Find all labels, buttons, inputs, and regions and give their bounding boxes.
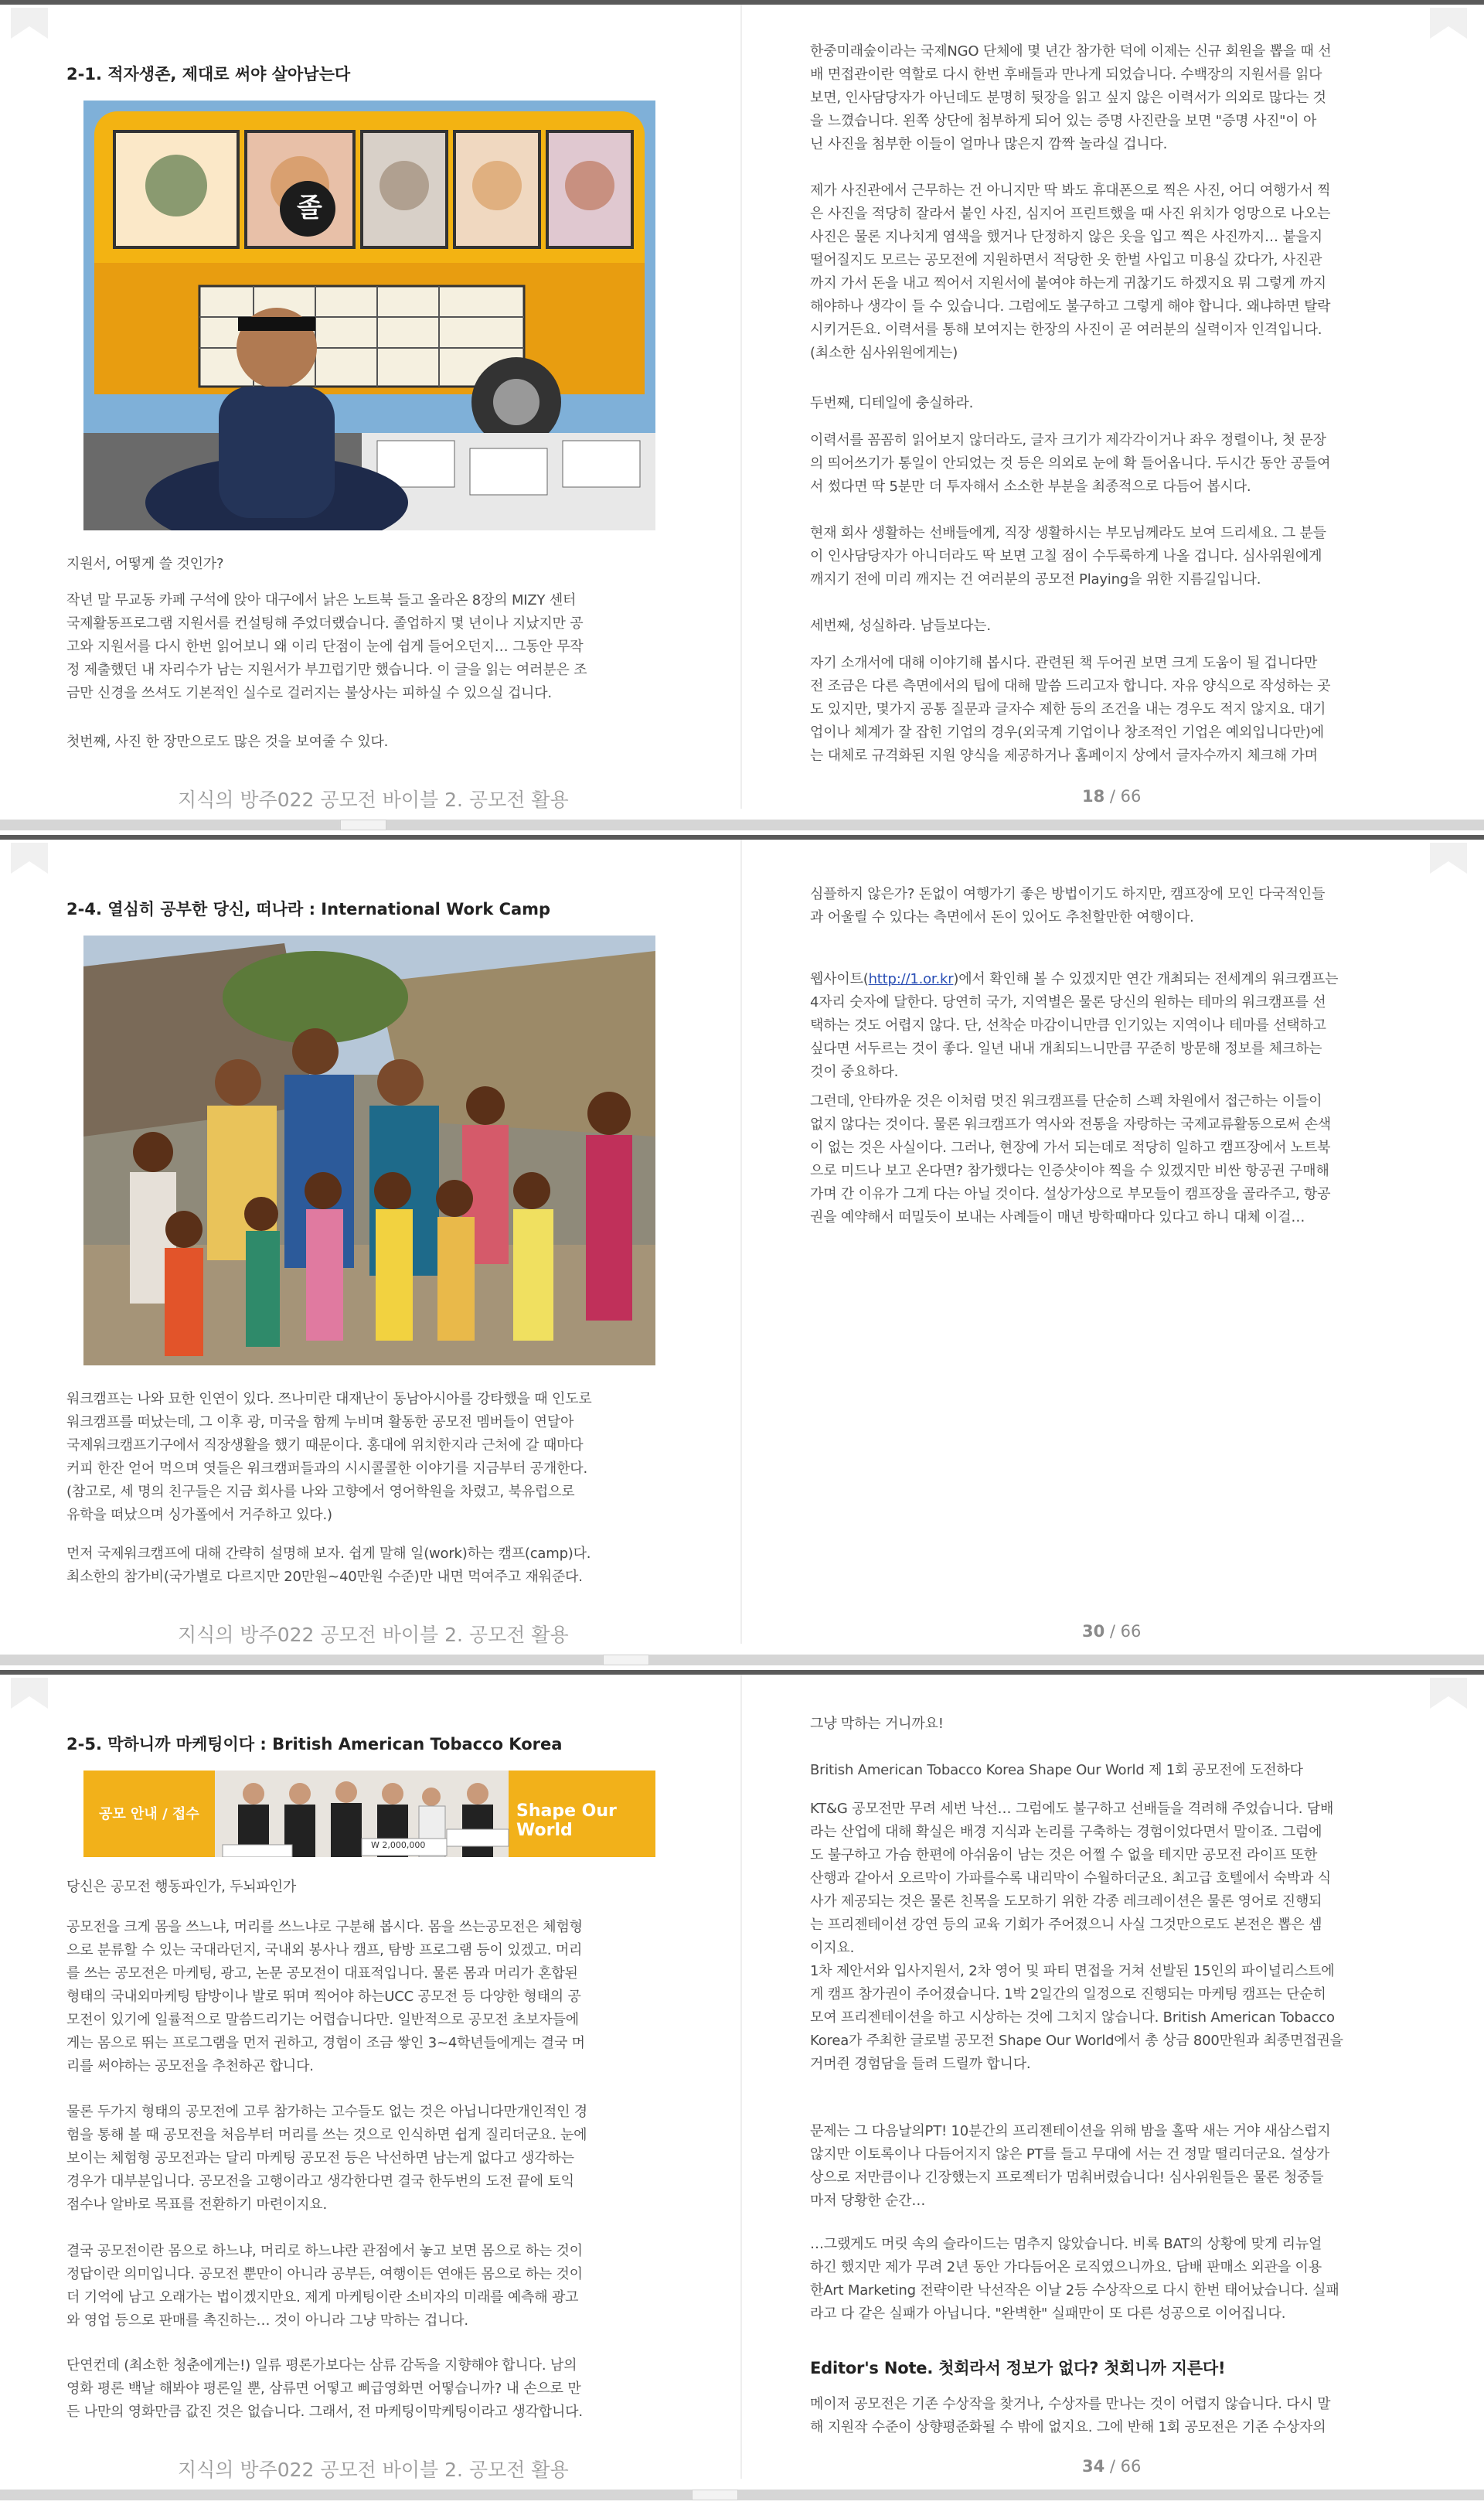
paragraph: KT&G 공모전만 무려 세번 낙선… 그럼에도 불구하고 선배들을 격려해 주었습니다. 담배 라는 산업에 대해 확실은 배경 지식과 논리를 구축하는 경험이었다면서 말이죠. 그럼에 도 불구하고 가슴 한편에 아쉬움이 남는 것은 어쩔 수 없을 테지만 공모전 라이프 또한 산행과 같아서 오르막이 가파를수록 내리막이 수월하더군요. 최고급 호텔에서 숙박과 식 사가 제공되는 것은 물론 친목을 도모하기 위한 각종 레크레이션은 물론 영어로 진행되 는 프리젠테이션 강연 등의 교육 기회가 주어졌으니 사실 그것만으로도 본전은 뽑은 셈 이지요. [810,1801,1334,1956]
paragraph: 첫번째, 사진 한 장만으로도 많은 것을 보여줄 수 있다. [66,734,389,750]
banner-title: Shape Our World [516,1801,617,1840]
paragraph: 한중미래숲이라는 국제NGO 단체에 몇 년간 참가한 덕에 이제는 신규 회원을 뽑을 때 선 배 면접관이란 역할로 다시 한번 후배들과 만나게 되었습니다. 수백장의 지원서를 읽다 보면, 인사담당자가 아닌데도 분명히 뒷장을 읽고 싶지 않은 이력서가 의외로 많다는 것 을 느꼈습니다. 왼쪽 상단에 첨부하게 되어 있는 증명 사진란을 보면 "증명 사진"이 아 닌 사진을 첨부한 이들이 얼마나 많은지 깜짝 놀라실 겁니다. [810,43,1332,152]
contest-banner [83,1771,655,1857]
paragraph: 심플하지 않은가? 돈없이 여행가기 좋은 방법이기도 하지만, 캠프장에 모인 다국적인들 과 어울릴 수 있다는 측면에서 돈이 있어도 추천할만한 여행이다. [810,886,1326,925]
paragraph: 당신은 공모전 행동파인가, 두뇌파인가 [66,1879,297,1895]
paragraph: 그런데, 안타까운 것은 이처럼 멋진 워크캠프를 단순히 스펙 차원에서 접근하는 이들이 없지 않다는 것이다. 물론 워크캠프가 역사와 전통을 자랑하는 국제교류활동으로써 손색 이 없는 것은 사실이다. 그러나, 현장에 가서 되는데로 적당히 일하고 캠프장에서 노트북 으로 미드나 보고 온다면? 참가했다는 인증샷이야 찍을 수 있겠지만 비싼 항공권 구매해 가며 간 이유가 그게 다는 아닐 것이다. 설상가상으로 부모들이 캠프장을 골라주고, 항공 권을 예약해서 떠밀듯이 보내는 사례들이 매년 방학때마다 있다고 하니 대체 이걸… [810,1093,1331,1225]
horizontal-scrollbar[interactable] [0,2490,1484,2500]
paragraph: …그랬게도 머릿 속의 슬라이드는 멈추지 않았습니다. 비록 BAT의 상황에 맞게 리뉴얼 하긴 했지만 제가 무려 2년 동안 가다듬어온 로직였으니까요. 담배 판매소 외관을 이용 한Art Marketing 전략이란 낙선작은 이날 2등 수상작으로 다시 한번 태어났습니다. 실패 라고 다 같은 실패가 아닙니다. "완벽한" 실패만이 또 다른 성공으로 이어집니다. [810,2236,1339,2322]
website-link[interactable]: http://1.or.kr [868,971,954,987]
paragraph: 세번째, 성실하라. 남들보다는. [810,618,991,634]
page-right [742,0,1484,812]
paragraph-with-link [810,945,1413,1084]
footer-book-title: 지식의 방주022 공모전 바이블 2. 공모전 활용 [178,2459,569,2481]
footer-book-title: 지식의 방주022 공모전 바이블 2. 공모전 활용 [178,1624,569,1646]
footer-book-title: 지식의 방주022 공모전 바이블 2. 공모전 활용 [178,789,569,811]
page-number [1082,1622,1141,1641]
banner-menu-label[interactable]: 공모 안내 / 접수 [99,1806,199,1822]
scrollbar-thumb[interactable] [692,2490,738,2500]
bus-booth-photo [83,101,655,530]
paragraph: 그냥 막하는 거니까요! [810,1716,944,1732]
paragraph: 지원서, 어떻게 쓸 것인가? [66,556,224,572]
paragraph: 메이저 공모전은 기존 수상작을 찾거나, 수상자를 만나는 것이 어렵지 않습니다. 다시 말 해 지원작 수준이 상향평준화될 수 밖에 없지요. 그에 반해 1회 공모전은 기존 수상자의 [810,2396,1331,2435]
paragraph: 물론 두가지 형태의 공모전에 고루 참가하는 고수들도 없는 것은 아닙니다만개인적인 경 험을 통해 볼 때 공모전을 처음부터 머리를 쓰는 것으로 인식하면 쉽게 질리더군요. 눈에 보이는 체험형 공모전과는 달리 마케팅 공모전 등은 낙선하면 남는게 없다고 생각하는 경우가 대부분입니다. 공모전을 고행이라고 생각한다면 결국 한두번의 도전 끝에 토익 점수나 알바로 목표를 전환하기 마련이지요. [66,2104,587,2213]
paragraph: 결국 공모전이란 몸으로 하느냐, 머리로 하느냐란 관점에서 놓고 보면 몸으로 하는 것이 정답이란 의미입니다. 공모전 뿐만이 아니라 공부든, 여행이든 연애든 몸으로 하는 것이 더 기억에 남고 오래가는 법이겠지만요. 제게 마케팅이란 소비자의 미래를 예측해 광고 와 영업 등으로 판매를 촉진하는… 것이 아니라 그냥 막하는 겁니다. [66,2243,583,2329]
page-spread-3 [0,1670,1484,2505]
page-right [742,835,1484,1647]
horizontal-scrollbar[interactable] [0,820,1484,830]
page-spread-1 [0,0,1484,835]
paragraph: 1차 제안서와 입사지원서, 2차 영어 및 파티 면접을 거쳐 선발된 15인의 파이널리스트에 게 캠프 참가권이 주어졌습니다. 1박 2일간의 일정으로 진행되는 마케팅 캠프는 단순히 모여 프리젠테이션을 하고 시상하는 것에 그치지 않습니다. British American Tobacco Korea가 주최한 글로벌 공모전 Shape Our World에서 총 상금 800만원과 최종면접권을 거머쥔 경험담을 들려 드릴까 합니다. [810,1963,1343,2072]
page-left [0,835,742,1647]
paragraph: 문제는 그 다음날의PT! 10분간의 프리젠테이션을 위해 밤을 홀딱 새는 거야 새삼스럽지 않지만 이토록이나 다듬어지지 않은 PT를 들고 무대에 서는 건 정말 떨리더군요. 설상가 상으로 저만큼이나 긴장했는지 프로젝터가 멈춰버렸습니다! 심사위원들은 물론 청중들 마저 당황한 순간… [810,2123,1331,2209]
editor-note-heading: Editor's Note. 첫회라서 정보가 없다? 첫회니까 지른다! [810,2359,1226,2377]
page-left [0,1670,742,2482]
paragraph: 이력서를 꼼꼼히 읽어보지 않더라도, 글자 크기가 제각각이거나 좌우 정렬이나, 첫 문장 의 띄어쓰기가 통일이 안되었는 것 등은 의외로 눈에 확 들어옵니다. 두시간 동안 공들여 서 썼다면 딱 5분만 더 투자해서 소소한 부분을 최종적으로 다듬어 봅시다. [810,432,1331,495]
paragraph: British American Tobacco Korea Shape Our World 제 1회 공모전에 도전하다 [810,1762,1303,1778]
page-spread-2 [0,835,1484,1670]
paragraph: 먼저 국제워크캠프에 대해 간략히 설명해 보자. 쉽게 말해 일(work)하는 캠프(camp)다. 최소한의 참가비(국가별로 다르지만 20만원~40만원 수준)만 내면 먹여주고 재워준다. [66,1546,591,1585]
link-suffix: )에서 확인해 볼 수 있겠지만 연간 개최되는 전세계의 워크캠프는 4자리 숫자에 달한다. 당연히 국가, 지역별은 물론 당신의 원하는 테마의 워크캠프를 선 택하는 것도 어렵지 않다. 단, 선착순 마감이니만큼 인기있는 지역이나 테마를 선택하고 싶다면 서두르는 것이 좋다. 일년 내내 개최되느니만큼 꾸준히 방문해 정보를 체크하는 것이 중요하다. [810,971,1339,1080]
scrollbar-thumb[interactable] [603,1655,649,1665]
banner-check-amount: W 2,000,000 [371,1840,426,1850]
paragraph: 단연컨데 (최소한 청춘에게는!) 일류 평론가보다는 삼류 감독을 지향해야 합니다. 남의 영화 평론 백날 해봐야 평론일 뿐, 삼류면 어떻고 삐급영화면 어떻습니까? 내 손으로 만 든 나만의 영화만큼 값진 것은 없습니다. 그래서, 전 마케팅이막케팅이라고 생각합니다. [66,2357,583,2420]
total-pages: / 66 [1104,1622,1142,1641]
paragraph: 제가 사진관에서 근무하는 건 아니지만 딱 봐도 휴대폰으로 찍은 사진, 어디 여행가서 찍 은 사진을 적당히 잘라서 붙인 사진, 심지어 프린트했을 때 사진 위치가 엉망으로 나오는 사진은 물론 지나치게 염색을 했거나 단정하지 않은 옷을 입고 찍은 사진까지… 붙을지 떨어질지도 모르는 공모전에 지원하면서 적당한 옷 한벌 사입고 미용실 갔다가, 사진관 까지 가서 돈을 내고 찍어서 지원서에 붙여야 하는게 귀찮기도 하겠지요 뭐 그렇게 까지 해야하나 생각이 들 수 있습니다. 그럼에도 불구하고 그렇게 해야 합니다. 왜냐하면 탈락 시키거든요. 이력서를 통해 보여지는 한장의 사진이 곧 여러분의 실력이자 인격입니다. (최소한 심사위원에게는) [810,182,1331,361]
bus-sign-text: 졸 [297,193,322,223]
horizontal-scrollbar[interactable] [0,1655,1484,1665]
total-pages: / 66 [1104,2457,1142,2476]
link-prefix: 웹사이트( [810,971,869,987]
section-heading: 2-4. 열심히 공부한 당신, 떠나라 : International Work Camp [66,900,551,918]
total-pages: / 66 [1104,787,1142,806]
paragraph: 공모전을 크게 몸을 쓰느냐, 머리를 쓰느냐로 구분해 봅시다. 몸을 쓰는공모전은 체험형 으로 분류할 수 있는 국대라던지, 국내외 봉사나 캠프, 탐방 프로그램 등이 있겠고. 머리 를 쓰는 공모전은 마케팅, 광고, 논문 공모전이 대표적입니다. 물론 몸과 머리가 혼합된 형태의 국내외마케팅 탐방이나 발로 뛰며 찍어야 하는UCC 공모전 등 다양한 형태의 공 모전이 있기에 일률적으로 말씀드리기는 어렵습니다만. 일반적으로 공모전 초보자들에 게는 몸으로 뛰는 프로그램을 먼저 권하고, 경험이 조금 쌓인 3~4학년들에게는 결국 머 리를 써야하는 공모전을 추천하곤 합니다. [66,1919,585,2074]
paragraph: 작년 말 무교동 카페 구석에 앉아 대구에서 낡은 노트북 들고 올라온 8장의 MIZY 센터 국제활동프로그램 지원서를 컨설팅해 주었더랬습니다. 졸업하지 몇 년이나 지났지만 공 고와 지원서를 다시 한번 읽어보니 왜 이리 단점이 눈에 쉽게 들어오던지… 그동안 무작 정 제출했던 내 자리수가 남는 지원서가 부끄럽기만 했습니다. 이 글을 읽는 여러분은 조 금만 신경을 쓰셔도 기본적인 실수로 걸러지는 불상사는 피하실 수 있으실 겁니다. [66,592,587,701]
current-page: 18 [1082,787,1105,806]
page-number [1082,2457,1141,2476]
scrollbar-thumb[interactable] [340,820,386,830]
work-camp-group-photo [83,936,655,1365]
current-page: 34 [1082,2457,1105,2476]
page-number [1082,787,1141,806]
page-left [0,0,742,812]
current-page: 30 [1082,1622,1105,1641]
paragraph: 두번째, 디테일에 충실하라. [810,395,974,411]
section-heading: 2-5. 막하니까 마케팅이다 : British American Tobacco Korea [66,1735,563,1754]
paragraph: 워크캠프는 나와 묘한 인연이 있다. 쯔나미란 대재난이 동남아시아를 강타했을 때 인도로 워크캠프를 떠났는데, 그 이후 광, 미국을 함께 누비며 활동한 공모전 멤버들이 연달아 국제워크캠프기구에서 직장생활을 했기 때문이다. 홍대에 위치한지라 근처에 갈 때마다 커피 한잔 얻어 먹으며 엿들은 워크캠퍼들과의 시시콜콜한 이야기를 지금부터 공개한다. (참고로, 세 명의 친구들은 지금 회사를 나와 고향에서 영어학원을 차렸고, 북유럽으로 유학을 떠났으며 싱가폴에서 거주하고 있다.) [66,1391,592,1523]
page-right [742,1670,1484,2482]
section-heading: 2-1. 적자생존, 제대로 써야 살아남는다 [66,65,351,84]
paragraph: 자기 소개서에 대해 이야기해 봅시다. 관련된 책 두어권 보면 크게 도움이 될 겁니다만 전 조금은 다른 측면에서의 팁에 대해 말씀 드리고자 합니다. 자유 양식으로 작성하는 곳 도 있지만, 몇가지 공통 질문과 글자수 제한 등의 조건을 내는 경우도 적지 않지요. 대기 업이나 체계가 잘 잡힌 기업의 경우(외국계 기업이나 창조적인 기업은 예외입니다만)에 는 대체로 규격화된 지원 양식을 제공하거나 홈페이지 상에서 글자수까지 체크해 가며 [810,655,1331,764]
paragraph: 현재 회사 생활하는 선배들에게, 직장 생활하시는 부모님께라도 보여 드리세요. 그 분들 이 인사담당자가 아니더라도 딱 보면 고칠 점이 수두룩하게 나올 겁니다. 심사위원에게 깨지기 전에 미리 깨지는 건 여러분의 공모전 Playing을 위한 지름길입니다. [810,525,1326,588]
